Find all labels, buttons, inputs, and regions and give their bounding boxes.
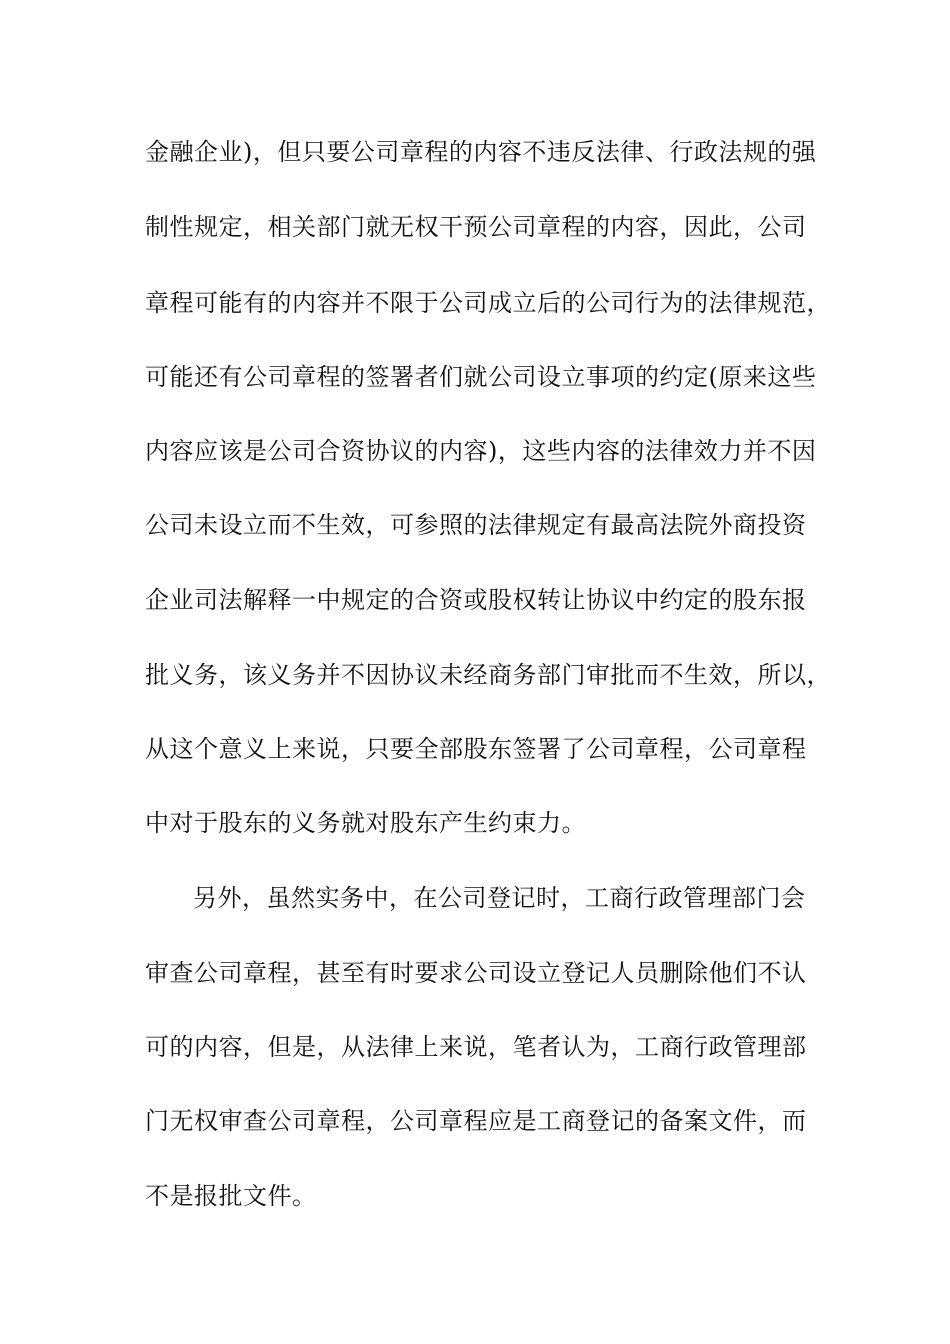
text-line: 批义务，该义务并不因协议未经商务部门审批而不生效，所以， bbox=[145, 661, 831, 689]
text-line: 章程可能有的内容并不限于公司成立后的公司行为的法律规范， bbox=[145, 289, 831, 317]
text-line: 可的内容，但是，从法律上来说，笔者认为，工商行政管理部 bbox=[145, 1033, 807, 1061]
text-line: 企业司法解释一中规定的合资或股权转让协议中约定的股东报 bbox=[145, 586, 807, 614]
text-line: 从这个意义上来说，只要全部股东签署了公司章程，公司章程 bbox=[145, 735, 807, 763]
text-line: 中对于股东的义务就对股东产生约束力。 bbox=[145, 809, 586, 837]
text-line: 不是报批文件。 bbox=[145, 1182, 317, 1210]
text-line: 内容应该是公司合资协议的内容)，这些内容的法律效力并不因 bbox=[145, 437, 817, 465]
text-line: 门无权审查公司章程，公司章程应是工商登记的备案文件，而 bbox=[145, 1107, 807, 1135]
text-line: 制性规定，相关部门就无权干预公司章程的内容，因此，公司 bbox=[145, 213, 807, 241]
text-line: 可能还有公司章程的签署者们就公司设立事项的约定(原来这些 bbox=[145, 363, 817, 391]
paragraph-first-line: 另外，虽然实务中，在公司登记时，工商行政管理部门会 bbox=[193, 884, 806, 912]
text-line: 审查公司章程，甚至有时要求公司设立登记人员删除他们不认 bbox=[145, 959, 807, 987]
text-line: 公司未设立而不生效，可参照的法律规定有最高法院外商投资 bbox=[145, 511, 807, 539]
text-line: 金融企业)，但只要公司章程的内容不违反法律、行政法规的强 bbox=[145, 138, 817, 166]
